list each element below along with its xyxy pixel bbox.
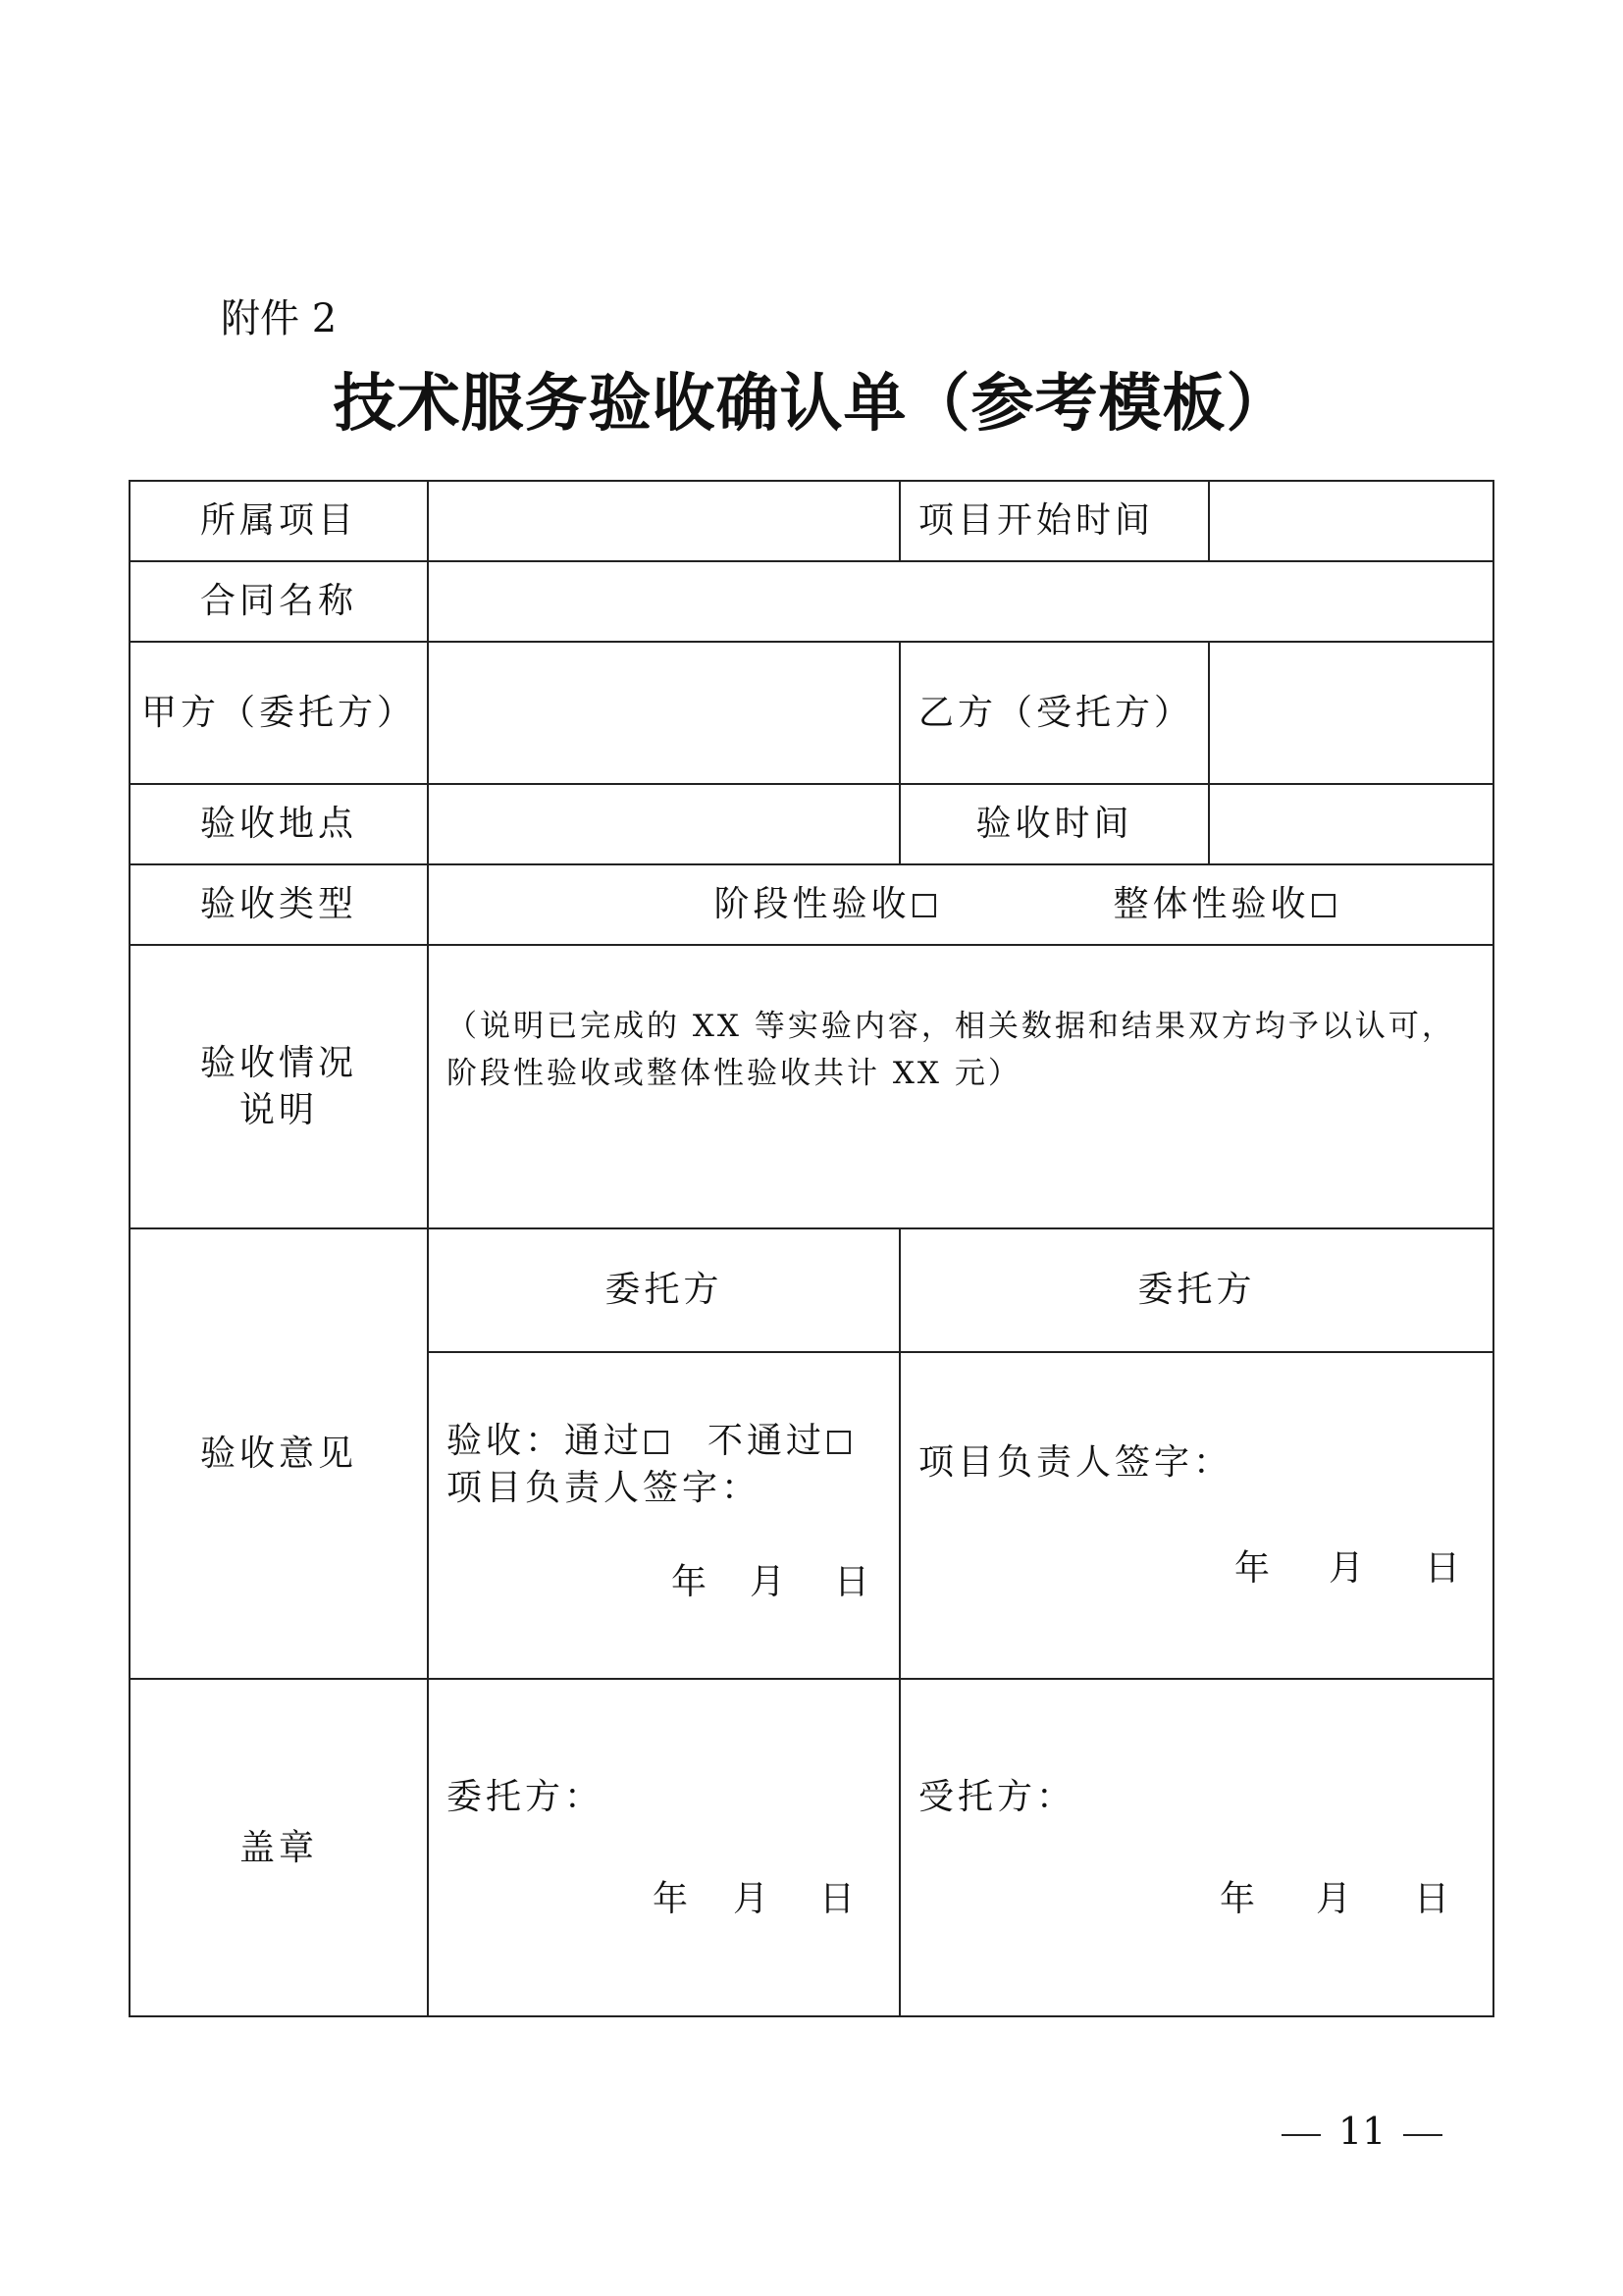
seal-contractor-cell [901, 1680, 1492, 2017]
overall-acceptance-label: 整体性验收 [1113, 884, 1310, 924]
page-number-value: 11 [1338, 2110, 1387, 2153]
date-month: 月 [1329, 1548, 1369, 1589]
project-label: 所属项目 [131, 482, 429, 562]
acceptance-time-label: 验收时间 [901, 785, 1210, 865]
acceptance-time-field[interactable] [1210, 785, 1492, 865]
opinion-second-cell [901, 1353, 1492, 1680]
date-year: 年 [671, 1562, 711, 1602]
opinion-client-header: 委托方 [429, 1229, 901, 1353]
client-signer-label: 项目负责人签字： [446, 1468, 761, 1508]
date-day: 日 [1425, 1548, 1465, 1589]
opinion-second-header: 委托方 [901, 1229, 1492, 1353]
date-month: 月 [1316, 1879, 1356, 1919]
client-opinion-date [671, 1559, 873, 1606]
date-month: 月 [733, 1879, 773, 1919]
pass-label: 通过 [564, 1421, 644, 1461]
party-a-field[interactable] [429, 643, 901, 785]
second-signer-label: 项目负责人签字： [918, 1442, 1233, 1483]
project-field[interactable] [429, 482, 901, 562]
stage-acceptance-checkbox[interactable] [913, 894, 936, 917]
contract-name-field[interactable] [429, 562, 1492, 643]
page-number [1282, 2108, 1442, 2155]
date-year: 年 [1220, 1879, 1260, 1919]
fail-checkbox[interactable] [827, 1431, 851, 1454]
date-year: 年 [653, 1879, 693, 1919]
start-time-field[interactable] [1210, 482, 1492, 562]
acceptance-result-prefix: 验收： [446, 1421, 565, 1461]
party-b-label: 乙方（受托方） [901, 643, 1210, 785]
overall-acceptance-checkbox[interactable] [1312, 894, 1335, 917]
stage-acceptance-option[interactable] [713, 881, 935, 928]
party-a-label: 甲方（委托方） [131, 643, 429, 785]
document-title: 技术服务验收确认单（参考模板） [333, 367, 1290, 441]
date-month: 月 [750, 1562, 790, 1602]
page-number-dash-right [1403, 2134, 1442, 2136]
description-field[interactable]: （说明已完成的 XX 等实验内容，相关数据和结果双方均予以认可，阶段性验收或整体性验收共计 XX 元） [429, 946, 1492, 1229]
stage-acceptance-label: 阶段性验收 [713, 884, 911, 924]
seal-contractor-label: 受托方： [918, 1777, 1076, 1817]
opinion-label: 验收意见 [131, 1229, 429, 1680]
page-number-dash-left [1282, 2134, 1321, 2136]
seal-contractor-date [1220, 1876, 1453, 1923]
acceptance-type-label: 验收类型 [131, 865, 429, 946]
seal-client-date [653, 1876, 859, 1923]
acceptance-result-line [446, 1418, 851, 1465]
acceptance-form-table [129, 480, 1494, 2017]
description-label-line2: 说明 [238, 1089, 318, 1130]
second-opinion-date [1234, 1545, 1464, 1592]
date-day: 日 [1414, 1879, 1454, 1919]
seal-client-label: 委托方： [446, 1777, 604, 1817]
overall-acceptance-option[interactable] [1113, 881, 1335, 928]
date-year: 年 [1234, 1548, 1275, 1589]
start-time-label: 项目开始时间 [901, 482, 1210, 562]
seal-client-cell [429, 1680, 901, 2017]
opinion-client-cell [429, 1353, 901, 1680]
date-day: 日 [819, 1879, 860, 1919]
party-b-field[interactable] [1210, 643, 1492, 785]
acceptance-type-options [429, 865, 1492, 946]
attachment-label: 附件 2 [221, 296, 338, 341]
seal-label: 盖章 [131, 1680, 429, 2017]
location-field[interactable] [429, 785, 901, 865]
date-day: 日 [834, 1562, 874, 1602]
description-label-line1: 验收情况 [199, 1042, 357, 1083]
pass-checkbox[interactable] [645, 1431, 668, 1454]
fail-label: 不通过 [707, 1421, 826, 1461]
contract-name-label: 合同名称 [131, 562, 429, 643]
location-label: 验收地点 [131, 785, 429, 865]
description-label [131, 946, 429, 1229]
